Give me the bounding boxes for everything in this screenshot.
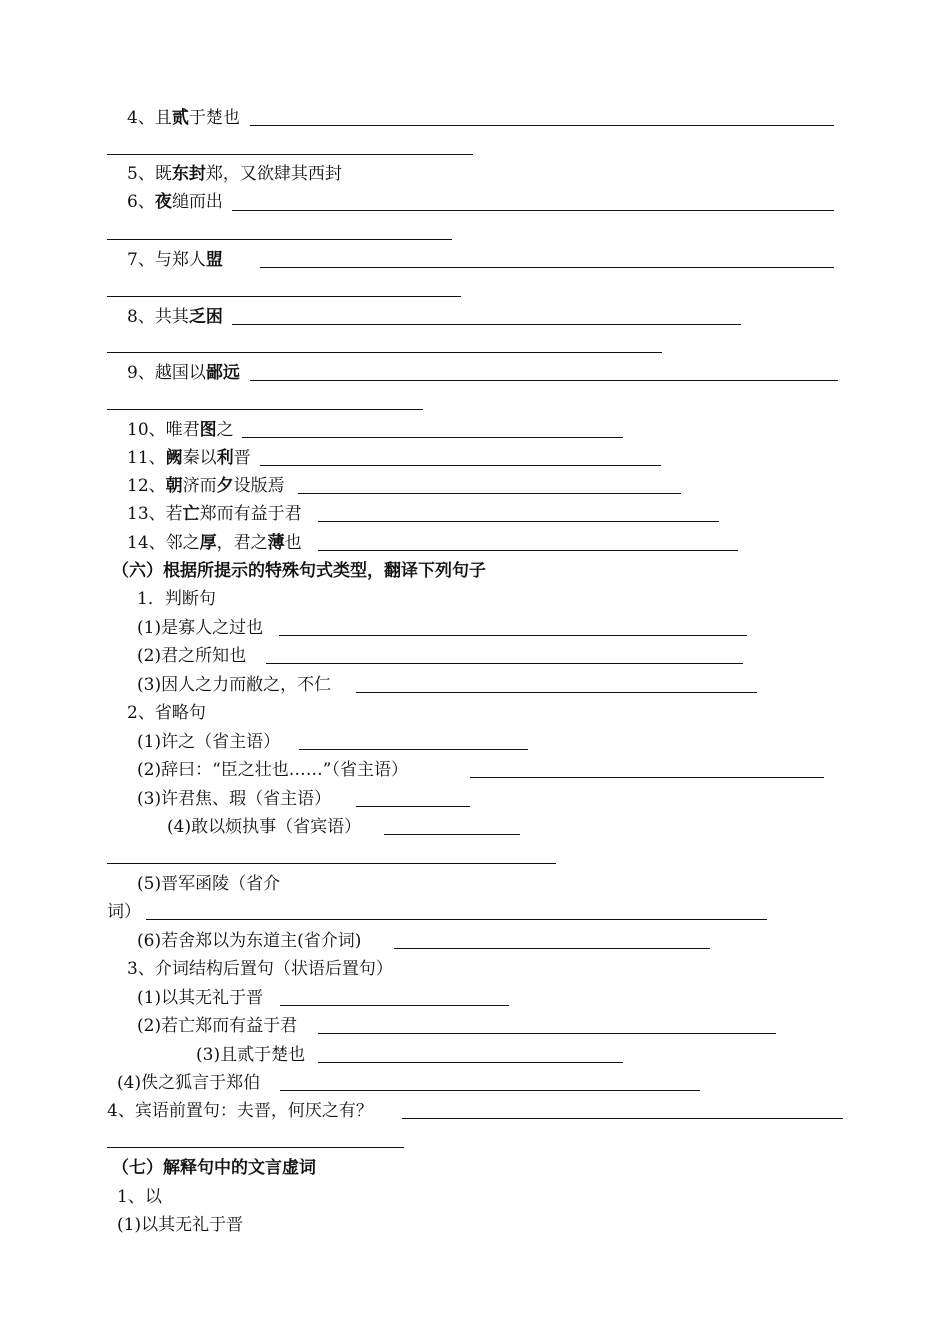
answer-line[interactable]: [266, 663, 743, 664]
postposition-sentence-4: (4)佚之狐言于郑伯: [117, 1073, 261, 1093]
item-4-post: 于楚也: [188, 108, 240, 128]
postposition-sentence-1: (1)以其无礼于晋: [137, 988, 264, 1008]
postposition-sentence-3: (3)且贰于楚也: [196, 1045, 306, 1065]
answer-line[interactable]: [232, 210, 834, 211]
judgment-sentence-2: (2)君之所知也: [137, 646, 247, 666]
item-9: [127, 362, 240, 384]
object-fronting-sentence: 4、宾语前置句：夫晋，何厌之有？: [107, 1101, 373, 1121]
omission-sentence-6: (6)若舍郑以为东道主(省介词): [137, 931, 362, 951]
item-13: [127, 503, 302, 525]
item-12: [127, 475, 285, 497]
section-7-heading: （七）解释句中的文言虚词: [112, 1158, 316, 1178]
answer-line[interactable]: [260, 267, 834, 268]
item-9-keyword: 鄙远: [205, 363, 240, 383]
item-7-keyword: 盟: [205, 250, 223, 270]
answer-line[interactable]: [318, 550, 738, 551]
item-6-keyword: 夜: [154, 192, 172, 212]
item-11-keyword-2: 利: [216, 448, 234, 468]
omission-sentence-4: (4)敢以烦执事（省宾语）: [167, 817, 362, 837]
postposition-heading: 3、介词结构后置句（状语后置句）: [127, 959, 393, 979]
item-4-pre: 4、且: [127, 108, 172, 128]
item-10: [127, 419, 234, 441]
item-10-post: 之: [216, 420, 234, 440]
omission-sentence-5: (5)晋军函陵（省介: [137, 874, 281, 894]
postposition-sentence-2: (2)若亡郑而有益于君: [137, 1016, 298, 1036]
omission-sentence-3: (3)许君焦、瑕（省主语）: [137, 789, 332, 809]
answer-line[interactable]: [318, 1033, 776, 1034]
item-13-post: 郑而有益于君: [199, 504, 302, 524]
section-6-heading: （六）根据所提示的特殊句式类型，翻译下列句子: [112, 561, 486, 581]
omission-sentence-2: (2)辞曰：“臣之壮也……”（省主语）: [137, 760, 408, 780]
answer-line[interactable]: [146, 919, 767, 920]
answer-line[interactable]: [470, 777, 824, 778]
item-13-pre: 13、若: [127, 504, 183, 524]
item-5-keyword: 东封: [171, 164, 206, 184]
answer-line[interactable]: [318, 1062, 623, 1063]
item-14-pre: 14、邻之: [127, 533, 200, 553]
answer-line[interactable]: [402, 1118, 843, 1119]
omission-sentence-1: (1)许之（省主语）: [137, 732, 281, 752]
item-6: [127, 191, 223, 213]
answer-line[interactable]: [318, 521, 719, 522]
item-8: [127, 306, 223, 328]
answer-line[interactable]: [280, 1090, 700, 1091]
item-5: [127, 163, 342, 185]
answer-line[interactable]: [107, 1147, 404, 1148]
judgment-sentence-3: (3)因人之力而敝之，不仁: [137, 675, 332, 695]
answer-line[interactable]: [107, 296, 461, 297]
answer-line[interactable]: [280, 1005, 509, 1006]
item-11: [127, 447, 251, 469]
function-word-sentence-1: (1)以其无礼于晋: [117, 1215, 244, 1235]
item-8-keyword: 乏困: [188, 307, 223, 327]
item-13-keyword: 亡: [182, 504, 200, 524]
judgment-sentence-1: (1)是寡人之过也: [137, 618, 264, 638]
omission-sentence-5-cont: 词）: [107, 902, 141, 922]
omission-heading: 2、省略句: [127, 703, 206, 723]
item-4-keyword: 贰: [171, 108, 189, 128]
item-6-pre: 6、: [127, 192, 155, 212]
item-14-keyword: 厚: [199, 533, 217, 553]
answer-line[interactable]: [250, 380, 838, 381]
answer-line[interactable]: [250, 125, 834, 126]
item-14-mid: ，君之: [216, 533, 268, 553]
item-12-post: 设版焉: [233, 476, 285, 496]
item-11-mid: 秦以: [182, 448, 217, 468]
item-10-pre: 10、唯君: [127, 420, 200, 440]
item-5-pre: 5、既: [127, 164, 172, 184]
item-14: [127, 532, 302, 554]
answer-line[interactable]: [356, 806, 470, 807]
answer-line[interactable]: [279, 635, 747, 636]
item-14-keyword-2: 薄: [267, 533, 285, 553]
answer-line[interactable]: [356, 692, 757, 693]
item-7: [127, 249, 223, 271]
item-11-keyword: 阙: [165, 448, 183, 468]
answer-line[interactable]: [242, 437, 623, 438]
item-12-keyword-2: 夕: [216, 476, 234, 496]
item-4: [127, 107, 240, 129]
item-12-keyword: 朝: [165, 476, 183, 496]
answer-line[interactable]: [260, 465, 661, 466]
answer-line[interactable]: [384, 834, 520, 835]
function-word-1: 1、以: [117, 1187, 162, 1207]
item-6-post: 缒而出: [171, 192, 223, 212]
item-8-pre: 8、共其: [127, 307, 189, 327]
answer-line[interactable]: [299, 749, 528, 750]
item-11-post: 晋: [233, 448, 251, 468]
answer-line[interactable]: [107, 409, 423, 410]
item-11-pre: 11、: [127, 448, 166, 468]
item-7-pre: 7、与郑人: [127, 250, 206, 270]
item-12-mid: 济而: [182, 476, 217, 496]
item-14-post: 也: [284, 533, 302, 553]
answer-line[interactable]: [107, 154, 473, 155]
answer-line[interactable]: [107, 863, 556, 864]
item-10-keyword: 图: [199, 420, 217, 440]
answer-line[interactable]: [298, 493, 681, 494]
answer-line[interactable]: [107, 239, 452, 240]
item-5-post: 郑，又欲肆其西封: [205, 164, 342, 184]
item-9-pre: 9、越国以: [127, 363, 206, 383]
item-12-pre: 12、: [127, 476, 166, 496]
answer-line[interactable]: [394, 948, 710, 949]
judgment-heading: 1．判断句: [137, 589, 216, 609]
answer-line[interactable]: [232, 324, 741, 325]
answer-line[interactable]: [107, 352, 662, 353]
